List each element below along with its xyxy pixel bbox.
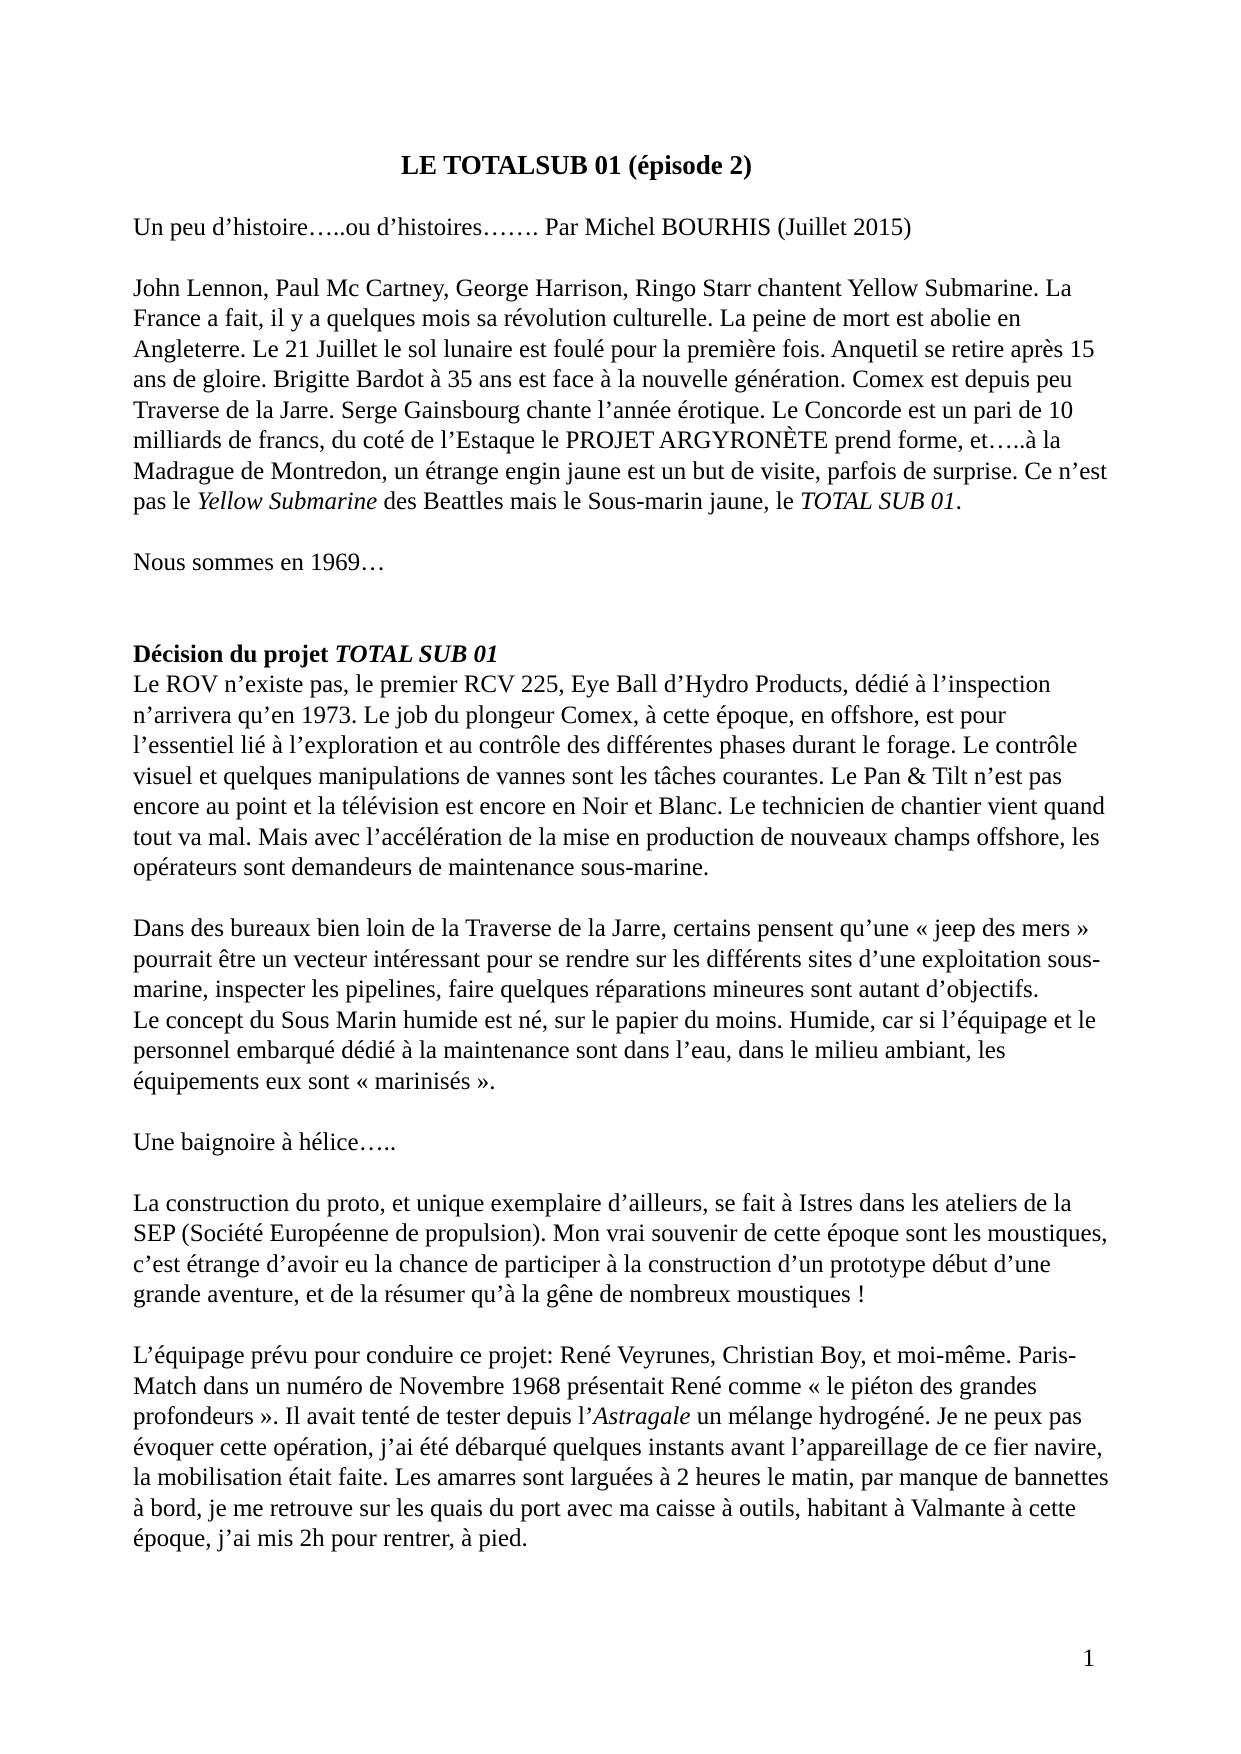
text-segment: . <box>955 488 962 515</box>
text-segment: La construction du proto, et unique exemplaire d’ailleurs, se fait à Istres dans les ateliers de la SEP (Société Européenne de propulsion). Mon vrai souvenir de cette époque sont les moustiques, c’est étrange d’avoir eu la chance de participer à la construction d’un prototype début d’une grande aventure, et de la résumer qu’à la gêne de nombreux moustiques ! <box>133 1189 1114 1308</box>
text-segment: Le concept du Sous Marin humide est né, sur le papier du moins. Humide, car si l’équipage et le personnel embarqué dédié à la maintenance sont dans l’eau, dans le milieu ambiant, les équipements eux sont « marinisés ». <box>133 1006 1103 1095</box>
text-segment: John Lennon, Paul Mc Cartney, George Harrison, Ringo Starr chantent Yellow Submarine. La France a fait, il y a quelques mois sa révolution culturelle. La peine de mort est abolie en Angleterre. Le 21 Juillet le sol lunaire est foulé pour la première fois. Anquetil se retire après 15 ans de gloire. Brigitte Bardot à 35 ans est face à la nouvelle génération. Comex est depuis peu Traverse de la Jarre. Serge Gainsbourg chante l’année érotique. Le Concorde est un pari de 10 milliards de francs, du coté de l’Estaque le PROJET ARGYRONÈTE prend forme, et…..à la Madrague de Montredon, un étrange engin jaune est un but de visite, parfois de surprise. Ce n’est pas le <box>133 274 1114 515</box>
paragraph-rov <box>133 670 1110 884</box>
paragraph-intro-1969 <box>133 274 1114 518</box>
paragraph-nous-sommes <box>133 548 1110 579</box>
section-heading-decision <box>133 640 1110 671</box>
paragraph-concept-sous-marin <box>133 1006 1110 1098</box>
text-segment: Un peu d’histoire…..ou d’histoires……. Par Michel BOURHIS (Juillet 2015) <box>133 213 912 241</box>
document-content <box>133 148 1115 1555</box>
paragraph-baignoire <box>133 1128 1110 1159</box>
text-segment: LE TOTALSUB 01 (épisode 2) <box>400 150 753 180</box>
text-segment: Le ROV n’existe pas, le premier RCV 225, Eye Ball d’Hydro Products, dédié à l’inspection n’arrivera qu’en 1973. Le job du plongeur Comex, à cette époque, en offshore, est pour l’essentiel lié à l’exploration et au contrôle des différentes phases durant le forage. Le contrôle visuel et quelques manipulations de vannes sont les tâches courantes. Le Pan & Tilt n’est pas encore au point et la télévision est encore en Noir et Blanc. Le technicien de chantier vient quand tout va mal. Mais avec l’accélération de la mise en production de nouveaux champs offshore, les opérateurs sont demandeurs de maintenance sous-marine. <box>133 671 1112 881</box>
text-segment: Yellow Submarine <box>196 488 378 515</box>
document-title <box>133 148 1110 182</box>
text-segment: Astragale <box>593 1403 691 1430</box>
text-segment: Une baignoire à hélice….. <box>133 1128 397 1156</box>
byline <box>133 213 1110 244</box>
text-segment: Dans des bureaux bien loin de la Traverse de la Jarre, certains pensent qu’une « jeep des mers » pourrait être un vecteur intéressant pour se rendre sur les différents sites d’une exploitation sous-marine, inspecter les pipelines, faire quelques réparations mineures sont autant d’objectifs. <box>133 915 1101 1003</box>
page-number: 1 <box>1082 1645 1095 1672</box>
paragraph-construction <box>133 1189 1114 1311</box>
text-segment: des Beattles mais le Sous-marin jaune, le <box>377 488 801 515</box>
text-segment: TOTAL SUB 01 <box>334 640 499 668</box>
text-segment: Nous sommes en 1969… <box>133 549 386 576</box>
paragraph-equipage <box>133 1341 1115 1555</box>
text-segment: TOTAL SUB 01 <box>800 488 956 515</box>
text-segment: L’équipage prévu pour conduire ce projet: René Veyrunes, Christian Boy, et moi-même. Paris-Match dans un numéro de Novembre 1968 présentait René comme « le piéton des grandes profondeurs ». Il avait tenté de tester depuis l’ <box>133 1342 1077 1430</box>
text-segment: un mélange hydrogéné. Je ne peux pas évoquer cette opération, j’ai été débarqué quelques instants avant l’appareillage de ce fier navire, la mobilisation était faite. Les amarres sont larguées à 2 heures le matin, par manque de bannettes à bord, je me retrouve sur les quais du port avec ma caisse à outils, habitant à Valmante à cette époque, j’ai mis 2h pour rentrer, à pied. <box>133 1403 1115 1552</box>
paragraph-jeep-des-mers <box>133 914 1110 1006</box>
text-segment: Décision du projet <box>133 640 335 668</box>
